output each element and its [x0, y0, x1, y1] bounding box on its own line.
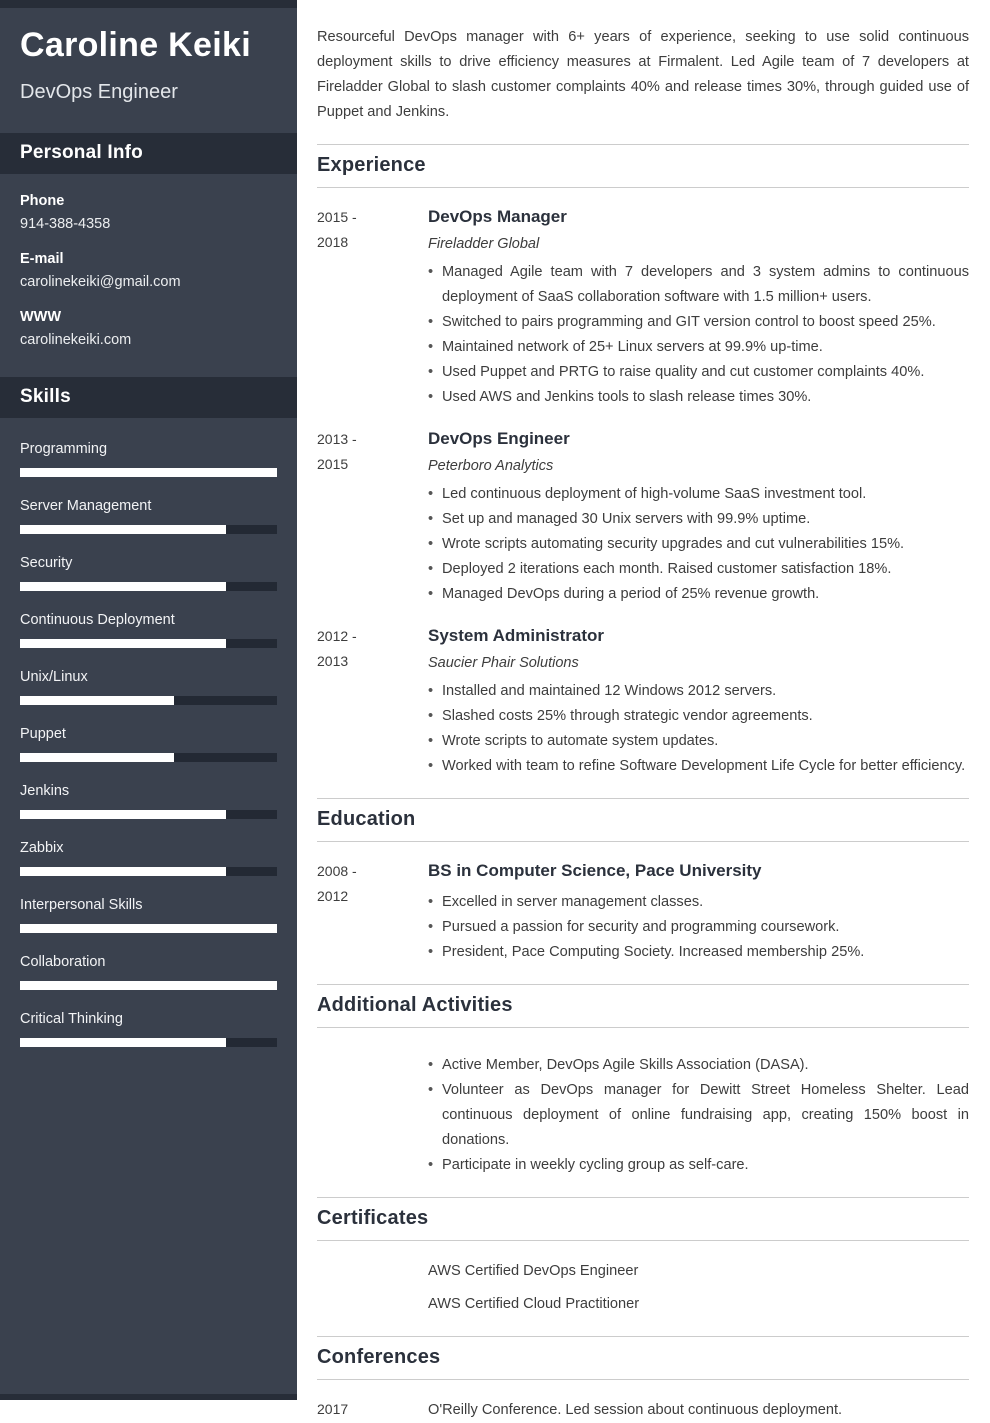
section-entry	[317, 842, 969, 965]
skill-bar-track	[20, 468, 277, 477]
skill-label: Continuous Deployment	[20, 612, 175, 628]
skill-bar-track	[20, 639, 277, 648]
skill-bar-fill	[20, 810, 226, 819]
entry-title: DevOps Manager	[428, 207, 567, 226]
skill-bar-track	[20, 867, 277, 876]
sections-container	[317, 144, 969, 1423]
skill-bar-fill	[20, 867, 226, 876]
skill-bar-track	[20, 981, 277, 990]
entry-date: 2012	[317, 888, 349, 904]
entry-dates	[317, 624, 428, 779]
entry-title: DevOps Engineer	[428, 429, 570, 448]
section-entry	[317, 1028, 969, 1178]
entry-date: 2015 -	[317, 209, 357, 225]
bullet-item: • Used Puppet and PRTG to raise quality and cut customer complaints 40%.	[428, 360, 969, 385]
sidebar-top-strip	[0, 0, 297, 8]
skill-bar-fill	[20, 1038, 226, 1047]
skill-item	[20, 840, 277, 876]
section-entry	[317, 1241, 969, 1317]
bullet-item: • Worked with team to refine Software Development Life Cycle for better efficiency.	[428, 754, 969, 779]
skill-item	[20, 783, 277, 819]
skill-item	[20, 669, 277, 705]
section-body	[317, 188, 969, 779]
skill-item	[20, 954, 277, 990]
skill-bar-fill	[20, 753, 174, 762]
personal-info-label: Phone	[20, 193, 65, 209]
personal-info-item	[20, 193, 277, 232]
resume-section	[317, 1336, 969, 1423]
bullet-item: • Slashed costs 25% through strategic vendor agreements.	[428, 704, 969, 729]
section-entry	[317, 607, 969, 779]
bullet-item: • Wrote scripts to automate system updates.	[428, 729, 969, 754]
entry-date: 2008 -	[317, 863, 357, 879]
resume-section	[317, 144, 969, 779]
skill-bar-track	[20, 525, 277, 534]
skill-item	[20, 498, 277, 534]
skill-bar-track	[20, 810, 277, 819]
entry-date: 2017	[317, 1401, 349, 1417]
entry-date: 2012 -	[317, 628, 357, 644]
entry-body	[428, 205, 969, 410]
entry-date: 2018	[317, 234, 349, 250]
bullet-item: • Deployed 2 iterations each month. Raised customer satisfaction 18%.	[428, 557, 969, 582]
bullet-item: • Participate in weekly cycling group as self-care.	[428, 1153, 969, 1178]
personal-info-value: 914-388-4358	[20, 216, 111, 232]
skill-label: Unix/Linux	[20, 669, 88, 685]
bullet-item: • Managed DevOps during a period of 25% revenue growth.	[428, 582, 969, 607]
bullet-item: • Wrote scripts automating security upgrades and cut vulnerabilities 15%.	[428, 532, 969, 557]
entry-body	[428, 624, 969, 779]
skill-bar-fill	[20, 696, 174, 705]
entry-bullets	[428, 260, 969, 410]
entry-title: System Administrator	[428, 626, 605, 645]
bullet-item: • Used AWS and Jenkins tools to slash release times 30%.	[428, 385, 969, 410]
skill-bar-track	[20, 696, 277, 705]
personal-info-item	[20, 251, 277, 290]
skill-bar-track	[20, 753, 277, 762]
entry-bullets	[428, 1053, 969, 1178]
skill-item	[20, 1011, 277, 1047]
bullet-item: • Volunteer as DevOps manager for Dewitt Street Homeless Shelter. Lead continuous deployment of online fundraising app, creating 150% boost in donations.	[428, 1078, 969, 1153]
entry-subtitle: Fireladder Global	[428, 236, 540, 252]
entry-bullets	[428, 679, 969, 779]
personal-info-label: WWW	[20, 309, 62, 325]
bullet-item: • Led continuous deployment of high-volume SaaS investment tool.	[428, 482, 969, 507]
section-body	[317, 842, 969, 965]
bullet-item: • Installed and maintained 12 Windows 2012 servers.	[428, 679, 969, 704]
entry-body	[428, 1397, 969, 1423]
skill-bar-fill	[20, 582, 226, 591]
skill-bar-fill	[20, 525, 226, 534]
section-body	[317, 1028, 969, 1178]
entry-body	[428, 427, 969, 607]
entry-bullets	[428, 890, 969, 965]
skill-bar-track	[20, 924, 277, 933]
personal-info-value: carolinekeiki@gmail.com	[20, 274, 181, 290]
entry-dates	[317, 1045, 428, 1178]
skill-label: Collaboration	[20, 954, 106, 970]
personal-info-value: carolinekeiki.com	[20, 332, 132, 348]
entry-subtitle: Saucier Phair Solutions	[428, 655, 579, 671]
section-heading: Certificates	[317, 1197, 969, 1241]
personal-info-label: E-mail	[20, 251, 64, 267]
bullet-item: • Excelled in server management classes.	[428, 890, 969, 915]
skill-item	[20, 897, 277, 933]
bullet-item: • Active Member, DevOps Agile Skills Association (DASA).	[428, 1053, 969, 1078]
bullet-item: • Maintained network of 25+ Linux servers at 99.9% up-time.	[428, 335, 969, 360]
resume-section	[317, 1197, 969, 1317]
entry-body	[428, 859, 969, 965]
bullet-item: • Pursued a passion for security and programming coursework.	[428, 915, 969, 940]
section-entry	[317, 188, 969, 410]
entry-lines	[428, 1259, 969, 1317]
entry-body	[428, 1258, 969, 1317]
sidebar-bottom-strip	[0, 1394, 297, 1400]
personal-info-item	[20, 309, 277, 348]
skill-item	[20, 441, 277, 477]
entry-title: BS in Computer Science, Pace University	[428, 861, 762, 880]
resume-section	[317, 798, 969, 965]
entry-date: 2013 -	[317, 431, 357, 447]
skill-label: Jenkins	[20, 783, 70, 799]
section-body	[317, 1241, 969, 1317]
entry-line: AWS Certified DevOps Engineer	[428, 1263, 639, 1279]
entry-dates	[317, 1397, 428, 1423]
entry-line: AWS Certified Cloud Practitioner	[428, 1296, 640, 1312]
candidate-name: Caroline Keiki	[20, 26, 251, 64]
skills-list	[0, 418, 297, 1047]
entry-bullets	[428, 482, 969, 607]
sidebar	[0, 0, 297, 1400]
entry-dates	[317, 1258, 428, 1317]
skill-label: Critical Thinking	[20, 1011, 123, 1027]
skill-label: Zabbix	[20, 840, 64, 856]
skill-item	[20, 726, 277, 762]
skill-label: Puppet	[20, 726, 66, 742]
skill-bar-track	[20, 582, 277, 591]
section-entry	[317, 1380, 969, 1423]
resume-main	[317, 0, 969, 1423]
bullet-item: • Switched to pairs programming and GIT version control to boost speed 25%.	[428, 310, 969, 335]
entry-subtitle: Peterboro Analytics	[428, 458, 554, 474]
skills-heading: Skills	[0, 377, 297, 418]
section-heading: Conferences	[317, 1336, 969, 1380]
entry-date: 2013	[317, 653, 349, 669]
skill-label: Programming	[20, 441, 108, 457]
entry-dates	[317, 427, 428, 607]
skill-bar-fill	[20, 639, 226, 648]
section-heading: Experience	[317, 144, 969, 188]
entry-dates	[317, 859, 428, 965]
resume-section	[317, 984, 969, 1178]
bullet-item: • Set up and managed 30 Unix servers with 99.9% uptime.	[428, 507, 969, 532]
candidate-job-title: DevOps Engineer	[20, 81, 178, 103]
entry-line: O'Reilly Conference. Led session about continuous deployment.	[428, 1402, 843, 1418]
skill-bar-fill	[20, 924, 277, 933]
section-entry	[317, 410, 969, 607]
sidebar-header	[0, 8, 297, 104]
personal-info-heading: Personal Info	[0, 133, 297, 174]
bullet-item: • Managed Agile team with 7 developers and 3 system admins to continuous deployment of SaaS collaboration software with 1.5 million+ users.	[428, 260, 969, 310]
skill-label: Server Management	[20, 498, 152, 514]
skill-bar-fill	[20, 468, 277, 477]
entry-body	[428, 1045, 969, 1178]
skill-item	[20, 612, 277, 648]
profile-summary: Resourceful DevOps manager with 6+ years of experience, seeking to use solid continuous deployment skills to drive efficiency measures at Firmalent. Led Agile team of 7 developers at Fireladder Global to slash customer complaints 40% and release times 30%, through guided use of Puppet and Jenkins.	[317, 29, 969, 120]
skill-bar-track	[20, 1038, 277, 1047]
skill-label: Interpersonal Skills	[20, 897, 143, 913]
skill-label: Security	[20, 555, 73, 571]
skill-item	[20, 555, 277, 591]
section-heading: Additional Activities	[317, 984, 969, 1028]
entry-lines	[428, 1398, 969, 1423]
personal-info-list	[0, 193, 297, 348]
skill-bar-fill	[20, 981, 277, 990]
section-body	[317, 1380, 969, 1423]
section-heading: Education	[317, 798, 969, 842]
entry-dates	[317, 205, 428, 410]
entry-date: 2015	[317, 456, 349, 472]
bullet-item: • President, Pace Computing Society. Increased membership 25%.	[428, 940, 969, 965]
